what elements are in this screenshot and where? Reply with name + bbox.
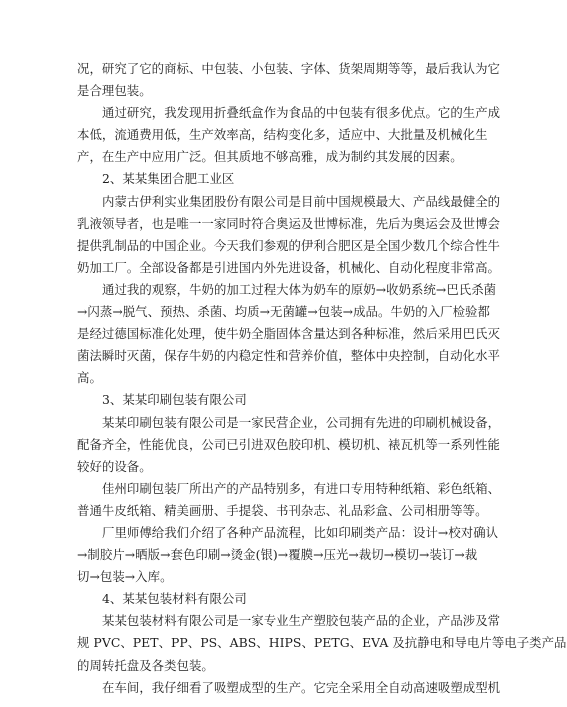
text-line: 况，研究了它的商标、中包装、小包装、字体、货架周期等等，最后我认为它 [77,61,500,76]
text-line: 高。 [77,370,102,386]
text-line: 是合理包装。 [77,83,152,99]
text-line: 通过研究，我发现用折叠纸盒作为食品的中包装有很多优点。它的生产成 [102,105,501,121]
text-line: 较好的设备。 [77,458,152,474]
text-line: 某某包装材料有限公司是一家专业生产塑胶包装产品的企业，产品涉及常 [102,613,501,629]
text-line: 奶加工厂。全部设备都是引进国内外先进设备，机械化、自动化程度非常高。 [77,259,500,275]
text-line: 是经过德国标准化处理，使牛奶全脂固体含量达到各种标准，然后采用巴氏灭 [77,326,500,342]
text-line: 产，在生产中应用广泛。但其质地不够高雅，成为制约其发展的因素。 [77,149,463,165]
text-line: 内蒙古伊利实业集团股份有限公司是目前中国规模最大、产品线最健全的 [102,193,501,209]
text-line: 提供乳制品的中国企业。今天我们参观的伊利合肥区是全国少数几个综合性牛 [77,237,500,253]
text-line: →制胶片→晒版→套色印刷→烫金(银)→覆膜→压光→裁切→模切→装订→裁 [77,547,478,563]
text-line: →闪蒸→脱气、预热、杀菌、均质→无菌罐→包装→成品。牛奶的入厂检验都 [77,304,490,320]
section-heading: 3、某某印刷包装有限公司 [102,392,247,408]
text-line: 切→包装→入库。 [77,569,173,585]
text-line: 厂里师傅给我们介绍了各种产品流程，比如印刷类产品：设计→校对确认 [102,524,499,540]
section-heading: 4、某某包装材料有限公司 [102,591,247,607]
text-line: 菌法瞬时灭菌，保存牛奶的内稳定性和营养价值，整体中央控制，自动化水平 [77,348,500,364]
text-line: 某某印刷包装有限公司是一家民营企业，公司拥有先进的印刷机械设备， [102,414,501,430]
section-heading: 2、某某集团合肥工业区 [102,171,235,187]
text-line: 普通牛皮纸箱、精美画册、手提袋、书刊杂志、礼品彩盒、公司相册等等。 [77,502,488,518]
text-line: 规 PVC、PET、PP、PS、ABS、HIPS、PETG、EVA 及抗静电和导电片等电子类产品 [77,635,567,651]
text-line: 佳州印刷包装厂所出产的产品特别多，有进口专用特种纸箱、彩色纸箱、 [102,480,501,496]
text-line: 配备齐全，性能优良，公司已引进双色胶印机、模切机、裱瓦机等一系列性能 [77,436,500,452]
text-line: 在车间，我仔细看了吸塑成型的生产。它完全采用全自动高速吸塑成型机 [102,679,501,695]
text-line: 的周转托盘及各类包装。 [77,657,214,673]
text-line: 乳液领导者，也是唯一一家同时符合奥运及世博标准，先后为奥运会及世博会 [77,215,500,231]
text-line: 本低，流通费用低，生产效率高，结构变化多，适应中、大批量及机械化生 [77,127,488,143]
text-line: 通过我的观察，牛奶的加工过程大体为奶车的原奶→收奶系统→巴氏杀菌 [102,281,497,297]
